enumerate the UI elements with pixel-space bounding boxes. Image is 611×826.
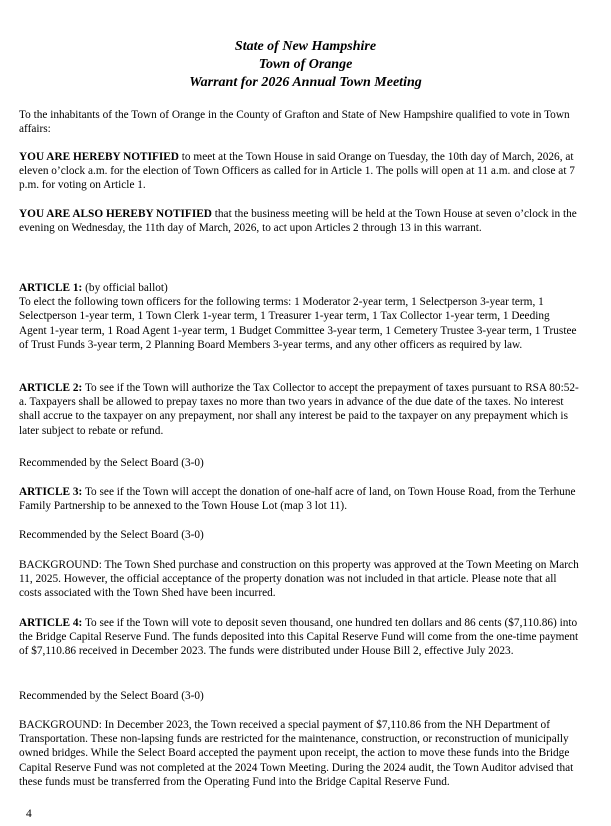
article-2-recommendation: Recommended by the Select Board (3-0) [19,457,204,469]
header-town: Town of Orange [258,57,353,72]
article-4-lead: ARTICLE 4: [19,617,83,629]
notice-2-lead: YOU ARE ALSO HEREBY NOTIFIED [19,208,212,220]
notice-paragraph-1 [19,150,579,193]
warrant-header [0,38,611,92]
intro-paragraph: To the inhabitants of the Town of Orange in the County of Grafton and State of New Hampshire qualified to vote in Town affairs: [19,109,570,136]
article-1-sub: (by official ballot) [82,282,168,294]
article-1-text: To elect the following town officers for the following terms: 1 Moderator 2-year term, 1 Selectperson 3-year term, 1 Selectperson 1-year term, 1 Town Clerk 1-year term, 1 Treasurer 1-year term, 1 Tax Collector 1-year term, 1 Deeding Agent 1-year term, 1 Road Agent 1-year term, 1 Budget Committee 3-year term, 1 Cemetery Trustee 3-year term, 1 Trustee of Trust Funds 3-year term, 2 Planning Board Members 3-year terms, and any other officers as required by law. [19,296,577,351]
article-2-text: To see if the Town will authorize the Tax Collector to accept the prepayment of taxes pursuant to RSA 80:52-a. Taxpayers shall be allowed to prepay taxes no more than two years in advance of the due date of the taxes. No interest shall accrue to the taxpayer on any prepayment, nor shall any interest be paid to the taxpayer on any prepayment which is later subject to rebate or refund. [19,382,579,437]
notice-1-text: to meet at the Town House in said Orange on Tuesday, the 10th day of March, 2026, at eleven o’clock a.m. for the election of Town Officers as called for in Article 1. The polls will open at 11 a.m. and close at 7 p.m. for voting on Article 1. [19,151,575,192]
article-4-background: BACKGROUND: In December 2023, the Town received a special payment of $7,110.86 from the NH Department of Transportation. These non-lapsing funds are restricted for the maintenance, construction, or reconstruction of municipally owned bridges. While the Select Board accepted the payment upon receipt, the action to move these funds into the Bridge Capital Reserve Fund was not completed at the 2024 Town Meeting. During the 2024 audit, the Town Auditor advised that these funds must be transferred from the Operating Fund into the Bridge Capital Reserve Fund. [19,719,574,788]
article-3 [19,485,579,513]
article-1 [19,281,579,352]
notice-2-text: that the business meeting will be held at the Town House at seven o’clock in the evening on Wednesday, the 11th day of March, 2026, to act upon Articles 2 through 13 in this warrant. [19,208,577,235]
article-3-recommendation: Recommended by the Select Board (3-0) [19,529,204,541]
article-2 [19,381,579,438]
article-4-recommendation: Recommended by the Select Board (3-0) [19,690,204,702]
article-3-background: BACKGROUND: The Town Shed purchase and construction on this property was approved at the Town Meeting on March 11, 2025. However, the official acceptance of the property donation was not included in that article. Please note that all costs associated with the Town Shed have been incurred. [19,559,579,600]
article-3-lead: ARTICLE 3: [19,486,83,498]
article-1-lead: ARTICLE 1: [19,282,83,294]
notice-paragraph-2 [19,207,579,235]
page-number: 4 [26,808,32,820]
article-2-lead: ARTICLE 2: [19,382,83,394]
notice-1-lead: YOU ARE HEREBY NOTIFIED [19,151,179,163]
header-warrant-title: Warrant for 2026 Annual Town Meeting [189,75,422,90]
article-4-text: To see if the Town will vote to deposit seven thousand, one hundred ten dollars and 86 cents ($7,110.86) into the Bridge Capital Reserve Fund. The funds deposited into this Capital Reserve Fund will come from the one-time payment of $7,110.86 received in December 2023. The funds were distributed under House Bill 2, effective July 2023. [19,617,579,658]
article-4 [19,616,579,659]
header-state: State of New Hampshire [234,39,377,54]
article-3-text: To see if the Town will accept the donation of one-half acre of land, on Town House Road, from the Terhune Family Partnership to be annexed to the Town House Lot (map 3 lot 11). [19,486,576,513]
